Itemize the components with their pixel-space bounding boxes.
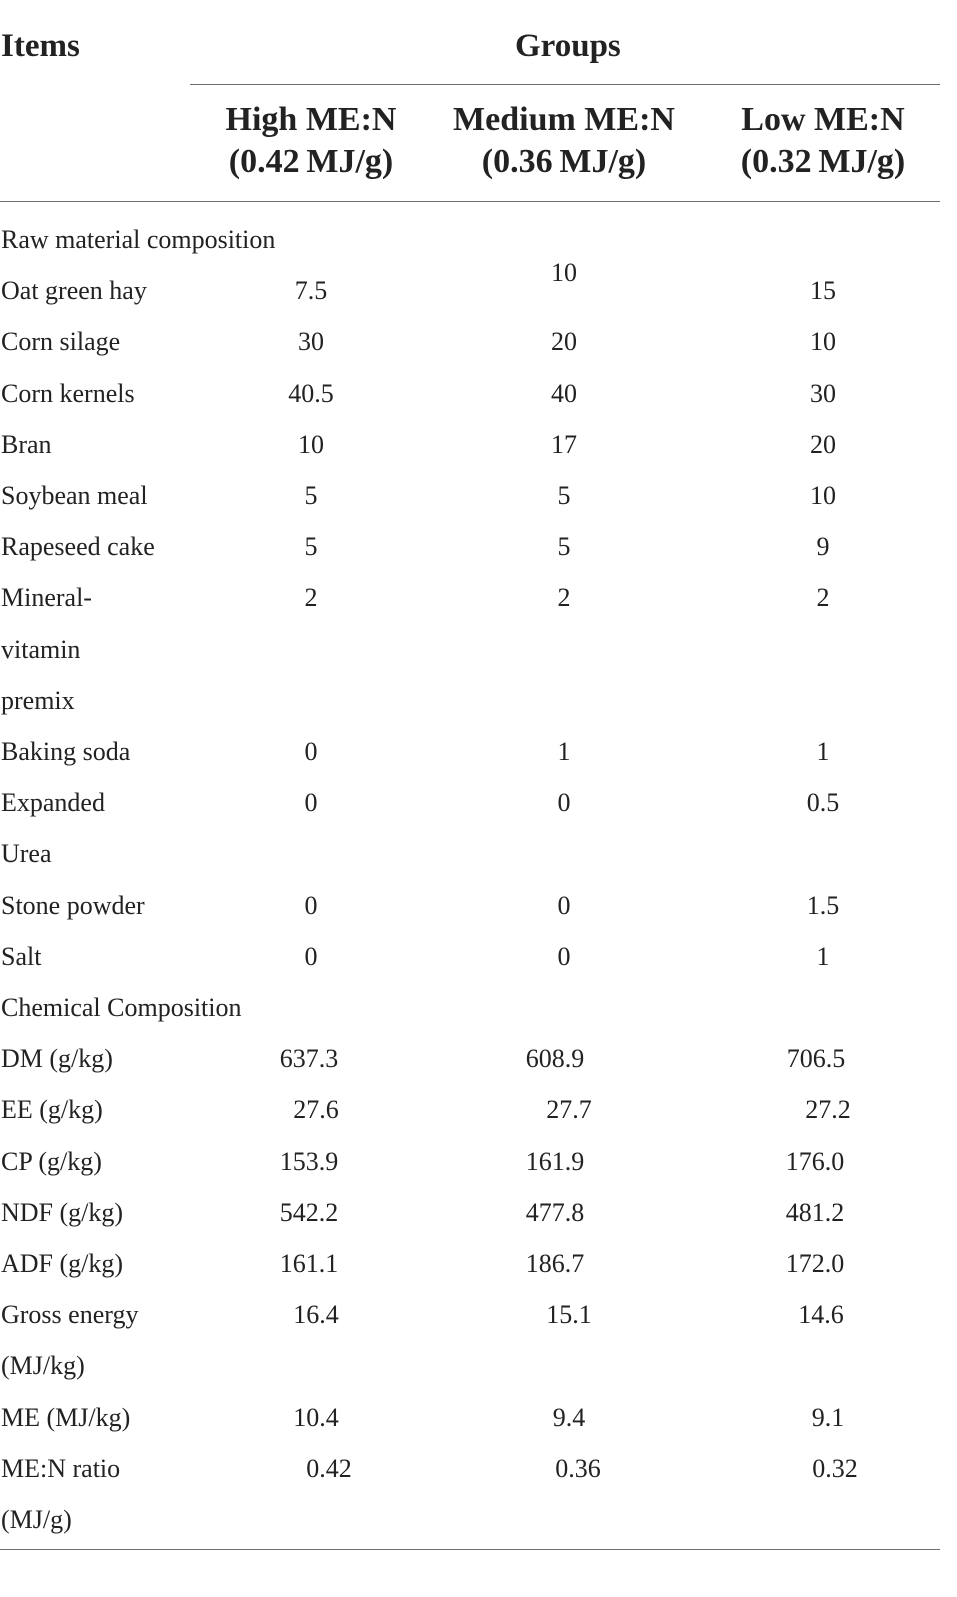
value-cell: 186.7 bbox=[525, 1249, 585, 1278]
row-label: (MJ/g) bbox=[1, 1505, 72, 1534]
value-cell: 0 bbox=[304, 737, 318, 766]
row-label: Urea bbox=[1, 839, 52, 869]
value-cell: 0 bbox=[557, 890, 571, 920]
value-cell: 161.1 bbox=[279, 1249, 339, 1278]
row-label: Stone powder bbox=[1, 890, 145, 920]
value-cell: 1 bbox=[557, 737, 571, 766]
value-cell: 5 bbox=[557, 532, 571, 562]
value-cell: 10 bbox=[298, 429, 324, 459]
value-cell: 5 bbox=[557, 481, 571, 510]
row-label: vitamin bbox=[1, 634, 81, 664]
row-label: Corn kernels bbox=[1, 378, 135, 408]
value-cell: 176.0 bbox=[785, 1146, 845, 1176]
value-cell: 27.2 bbox=[805, 1095, 851, 1125]
value-cell: 0 bbox=[557, 941, 571, 971]
value-cell: 477.8 bbox=[525, 1197, 585, 1227]
value-cell: 0 bbox=[304, 941, 318, 971]
row-label: DM (g/kg) bbox=[1, 1044, 113, 1074]
value-cell: 9.4 bbox=[552, 1402, 586, 1432]
value-cell: 161.9 bbox=[525, 1146, 585, 1176]
row-label: ME (MJ/kg) bbox=[1, 1402, 131, 1432]
groups-underline bbox=[190, 84, 940, 85]
row-label: Bran bbox=[1, 429, 52, 459]
value-cell: 30 bbox=[298, 327, 324, 357]
value-cell: 16.4 bbox=[293, 1300, 339, 1330]
row-label: Gross energy bbox=[1, 1300, 139, 1330]
value-cell: 608.9 bbox=[525, 1044, 585, 1074]
value-cell: 0.5 bbox=[806, 788, 840, 818]
value-cell: 7.5 bbox=[294, 276, 328, 306]
value-cell: 20 bbox=[810, 429, 836, 459]
value-cell: 1.5 bbox=[806, 890, 840, 920]
section-label-raw-material: Raw material composition bbox=[1, 225, 276, 254]
header-rule bbox=[0, 201, 940, 202]
value-cell: 27.7 bbox=[546, 1095, 592, 1125]
row-label: ADF (g/kg) bbox=[1, 1249, 124, 1278]
value-cell: 2 bbox=[304, 583, 318, 613]
value-cell: 15 bbox=[810, 276, 836, 306]
value-cell: 5 bbox=[304, 532, 318, 562]
column-header-high-value: (0.42 MJ/g) bbox=[228, 143, 394, 180]
row-label: Corn silage bbox=[1, 327, 121, 357]
items-header: Items bbox=[1, 28, 80, 64]
value-cell: 0.42 bbox=[306, 1453, 352, 1483]
column-header-medium-name: Medium ME:N bbox=[453, 101, 675, 138]
column-header-low-name: Low ME:N bbox=[741, 101, 905, 138]
row-label: premix bbox=[1, 685, 75, 715]
row-label: ME:N ratio bbox=[1, 1453, 121, 1483]
value-cell: 30 bbox=[810, 378, 836, 408]
column-header-low bbox=[712, 99, 934, 183]
column-header-medium-value: (0.36 MJ/g) bbox=[481, 143, 647, 180]
value-cell: 40 bbox=[551, 378, 577, 408]
value-cell: 637.3 bbox=[279, 1044, 339, 1074]
value-cell: 2 bbox=[557, 583, 571, 613]
value-cell: 0.36 bbox=[555, 1453, 601, 1483]
value-cell: 706.5 bbox=[786, 1044, 846, 1074]
row-label: Salt bbox=[1, 941, 42, 971]
value-cell: 10 bbox=[551, 258, 577, 288]
value-cell: 1 bbox=[816, 737, 830, 766]
value-cell: 15.1 bbox=[546, 1300, 592, 1330]
value-cell: 40.5 bbox=[288, 378, 334, 408]
column-header-low-value: (0.32 MJ/g) bbox=[740, 143, 906, 180]
value-cell: 9 bbox=[816, 532, 830, 562]
row-label: Baking soda bbox=[1, 737, 131, 766]
value-cell: 2 bbox=[816, 583, 830, 613]
column-header-high bbox=[191, 99, 431, 183]
row-label: Rapeseed cake bbox=[1, 532, 155, 562]
column-header-medium bbox=[434, 99, 694, 183]
value-cell: 0 bbox=[304, 890, 318, 920]
value-cell: 10.4 bbox=[293, 1402, 339, 1432]
value-cell: 20 bbox=[551, 327, 577, 357]
value-cell: 153.9 bbox=[279, 1146, 339, 1176]
row-label: Soybean meal bbox=[1, 481, 148, 510]
row-label: NDF (g/kg) bbox=[1, 1197, 124, 1227]
value-cell: 14.6 bbox=[798, 1300, 844, 1330]
value-cell: 481.2 bbox=[785, 1197, 845, 1227]
row-label: Oat green hay bbox=[1, 276, 147, 306]
section-label-chemical: Chemical Composition bbox=[1, 993, 242, 1022]
value-cell: 0 bbox=[304, 788, 318, 818]
row-label: EE (g/kg) bbox=[1, 1095, 103, 1125]
value-cell: 27.6 bbox=[293, 1095, 339, 1125]
value-cell: 0 bbox=[557, 788, 571, 818]
row-label: Mineral- bbox=[1, 583, 92, 613]
column-header-high-name: High ME:N bbox=[225, 101, 397, 138]
value-cell: 542.2 bbox=[279, 1197, 339, 1227]
groups-header: Groups bbox=[515, 28, 621, 64]
value-cell: 10 bbox=[810, 481, 836, 510]
value-cell: 17 bbox=[551, 429, 577, 459]
bottom-rule bbox=[0, 1549, 940, 1550]
value-cell: 10 bbox=[810, 327, 836, 357]
value-cell: 0.32 bbox=[812, 1453, 858, 1483]
row-label: Expanded bbox=[1, 788, 105, 818]
value-cell: 172.0 bbox=[785, 1249, 845, 1278]
row-label: (MJ/kg) bbox=[1, 1351, 85, 1381]
value-cell: 1 bbox=[816, 941, 830, 971]
row-label: CP (g/kg) bbox=[1, 1146, 102, 1176]
value-cell: 9.1 bbox=[811, 1402, 845, 1432]
value-cell: 5 bbox=[304, 481, 318, 510]
